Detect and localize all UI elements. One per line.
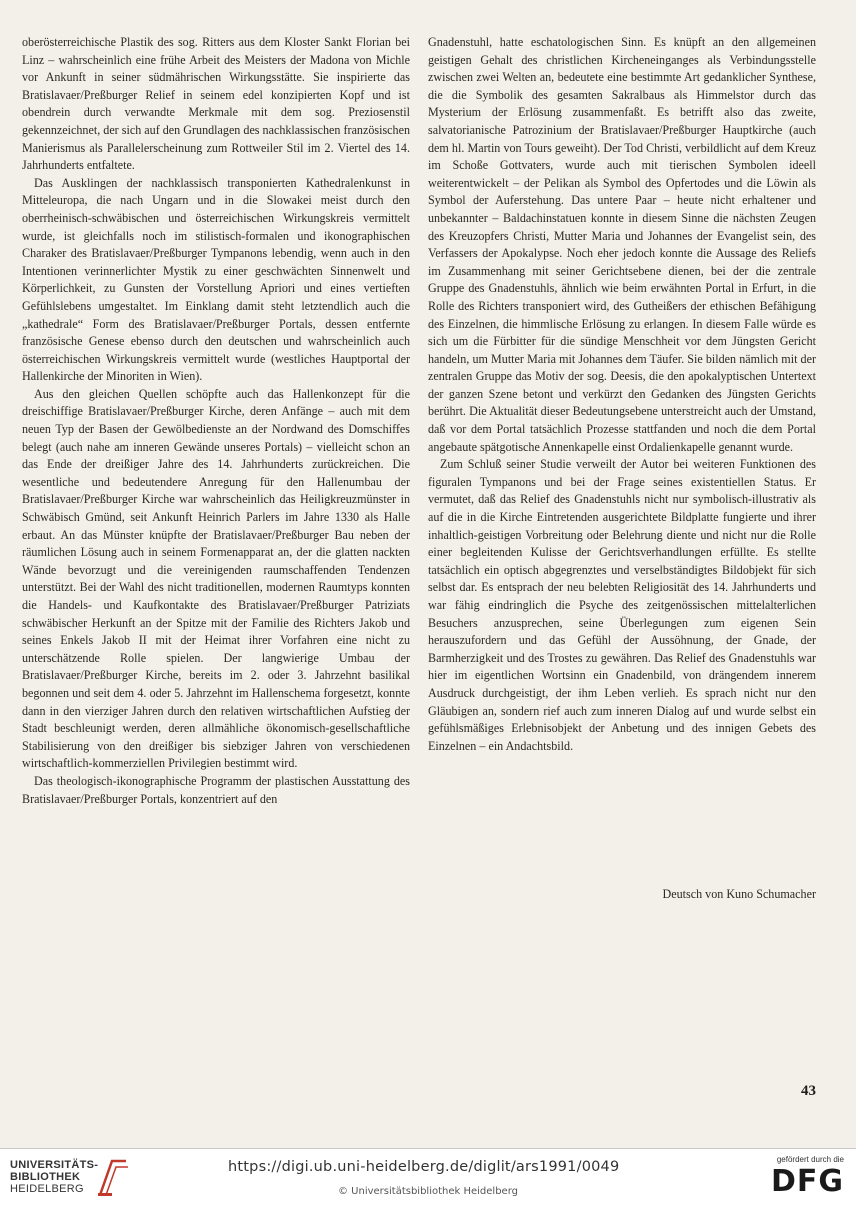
library-name-line-3: HEIDELBERG <box>10 1183 84 1195</box>
footer-bar <box>0 1148 856 1209</box>
page-number: 43 <box>801 1083 816 1099</box>
right-paragraph-2: Zum Schluß seiner Studie verweilt der Autor bei weiteren Funktionen des figuralen Tympanons und bei der Frage seines existentiellen Status. Er vermutet, daß das Relief des Gnadenstuhls nicht nur symbolisch-illustrativ als auf die in die Kirche Eintretenden ausgerichtete Bildplatte fungierte und ihrer inhaltlich-geistigen Vorbreitung oder Belehrung diente und nicht nur die Rolle einer begleitenden Kulisse der Gerichtsverhandlungen erfüllte. Es stellte tatsächlich ein optisch abgegrenztes und verselbständigtes Bildobjekt für sich selbst dar. Es entsprach der neu belebten Religiosität des 14. Jahrhunderts und war fähig eindringlich die Psyche des zeitgenössischen mittelalterlichen Besuchers anzusprechen, seine Überlegungen zum eigenen Sein herauszufordern und das Gefühl der Aussöhnung, der Gnade, der Barmherzigkeit und des Trostes zu gewähren. Das Relief des Gnadenstuhls war hier im eigentlichen Wortsinn ein Gnadenbild, von drängendem innerem Ausdruck durchgeistigt, der ihm Leben verlieh. Es sprach nicht nur den Gläubigen an, sondern rief auch zum inneren Dialog auf und wurde selbst ein gefühlsmäßiges Erlebnisobjekt der Anbetung und des innigen Gebets des Einzelnen – ein Andachtsbild. <box>428 457 816 753</box>
left-paragraph-3: Aus den gleichen Quellen schöpfte auch das Hallenkonzept für die dreischiffige Bratislavaer/Preßburger Kirche, deren Anfänge – auch mit dem neuen Typ der Basen der Gewölbedienste an der Nordwand des Domschiffes belegt (auch nahe am inneren Gewände unseres Portals) – vielleicht schon an das Ende der dreißiger Jahre des 14. Jahrhunderts zurückreichen. Die wesentliche und bedeutendere Anregung für den Hallenumbau der Bratislavaer/Preßburger Kirche war wahrscheinlich das Heiligkreuzmünster in Schwäbisch Gmünd, seit Ankunft Heinrich Parlers im Jahre 1330 als Halle erbaut. An das Münster knüpfte der Bratislavaer/Preßburger Bau neben der räumlichen Lösung auch in seinem Formenapparat an, der die glatten nackten Wände bevorzugt und die vereinigenden raumschaffenden Tendenzen unterstützt. Bei der Wahl des nicht traditionellen, modernen Raumtyps konnten die Handels- und Kaufkontakte des Bratislavaer/Preßburger Patriziats schwäbischer Herkunft an der Spitze mit der Familie des Richters Jakob und seines Enkels Jakob II mit der Heimat ihrer Vorfahren eine nicht zu unterschätzende Rolle spielen. Der langwierige Umbau der Bratislavaer/Preßburger Kirche, bereits im 2. oder 3. Jahrzehnt basilikal begonnen und seit dem 4. oder 5. Jahrzehnt im Hallenschema forgesetzt, konnte dann in den vierziger Jahren durch den relativen wirtschaftlichen Aufstieg der Stadt beschleunigt werden, deren allmähliche ökonomisch-gesellschaftliche Stabilisierung von den dreißiger bis siebziger Jahren von verschiedenen wirtschaftlich-kommerziellen Privilegien bestimmt wird. <box>22 386 410 771</box>
left-paragraph-4: Das theologisch-ikonographische Programm der plastischen Ausstattung des Bratislavaer/Preßburger Portals, konzentriert auf den <box>22 773 410 806</box>
translator-credit: Deutsch von Kuno Schumacher <box>662 887 816 901</box>
permalink-url[interactable]: https://digi.ub.uni-heidelberg.de/diglit/ars1991/0049 <box>228 1159 620 1175</box>
dfg-logo[interactable] <box>758 1155 844 1203</box>
left-paragraph-1: oberösterreichische Plastik des sog. Ritters aus dem Kloster Sankt Florian bei Linz – wahrscheinlich eine frühe Arbeit des Meisters der Madona von Michle vor Ankunft in seiner südmährischen Wirkungsstätte. Sie inspirierte das Bratislavaer/Preßburger Relief in seinem edel konzipierten Kopf und ist obendrein durch verwandte Merkmale mit dem sog. Preziosenstil gekennzeichnet, der sich auf den Grundlagen des nachklassischen französischen Manierismus als Parallelerscheinung zum Rottweiler Stil im 2. Viertel des 14. Jahrhunderts entfaltete. <box>22 35 410 173</box>
library-name-line-1: UNIVERSITÄTS- <box>10 1159 99 1171</box>
dfg-wordmark: DFG <box>770 1164 844 1199</box>
funding-note: gefördert durch die <box>776 1155 844 1164</box>
copyright-notice: © Universitätsbibliothek Heidelberg <box>337 1186 518 1197</box>
left-column <box>22 34 410 808</box>
right-column <box>428 34 816 755</box>
left-paragraph-2: Das Ausklingen der nachklassisch transponierten Kathedralenkunst in Mitteleuropa, die nach Ungarn und in die Slowakei meist durch den oberrheinisch-schwäbischen und österreichischen Wirkungskreis vermittelt wurde, ist gleichfalls noch im stilistisch-formalen und ikonographischen Charaker des Bratislavaer/Preßburger Tympanons lebendig, wenn auch in den Intentionen verinnerlichter Mystik zu einer geschwächten Sinnenwelt und Körperlichkeit, zu Gunsten der Vorstellung Apriori und eines vertieften Gefühlslebens umgestaltet. Im Einklang damit steht letztendlich auch die „kathedrale“ Form des Bratislavaer/Preßburger Portals, dessen entfernte französische Genese ebenso durch den deutschen und wahrscheinlich auch österreichischen Wirkungskreis vermittelt wurde (westliches Hauptportal der Hallenkirche der Minoriten in Wien). <box>22 175 410 384</box>
right-paragraph-1: Gnadenstuhl, hatte eschatologischen Sinn. Es knüpft an den allgemeinen geistigen Gehalt des christlichen Kircheneinganges als Verbindungsstelle zwischen zwei Welten an, bedeutete eine bestimmte Art gedanklicher Synthese, die die Symbolik des gesamten Sakralbaus als Himmelstor durch das Mysterium der Erlösung zusammenfaßt. Es betrifft also das zweite, salvatorianische Patrozinium der Bratislavaer/Preßburger Hauptkirche (auch dem hl. Martin von Tours geweiht). Der Tod Christi, verbildlicht auf dem Kreuz im Schoße Gottvaters, wurde auch mit tierischen Symbolen ideell weiterentwickelt – der Pelikan als Symbol des Opfertodes und die Löwin als Symbol der Auferstehung. Das untere Paar – heute nicht erhaltener und unbekannter – Baldachinstatuen konnte in diesem Sinne die nächsten Zeugen des Kreuzopfers Christi, Mutter Maria und Johannes der Evangelist sein, des Verfassers der Apokalypse. Noch eher jedoch konnte die Aussage des Reliefs im Zusammenhang mit seiner Gerichtsebene dienen, bei der die zentrale Gruppe des Gnadenstuhls, ähnlich wie beim erwähnten Portal in Erfurt, in die Rolle des Richters transponiert wird, des Gutheißers der ethischen Befähigung des Einzelnen, die himmlische Erlösung zu erlangen. In diesem Falle würde es sich um die Fürbitter für die sündige Menschheit vor dem Jüngsten Gericht handeln, um Mutter Maria mit Johannes dem Täufer. Sie bilden nämlich mit der zentralen Gruppe das Motiv der sog. Deesis, die den apokalyptischen Untertext der ganzen Szene betont und verkürzt den Gedanken des Jüngsten Gerichts berührt. Die Aktualität dieser Bedeutungsebene unterstreicht auch der Umstand, daß vor dem Portal tatsächlich Prozesse stattfanden und noch die dem Portal angebaute spätgotische Annenkapelle einst Ordalienkapelle genannt wurde. <box>428 35 816 454</box>
library-name-line-2: BIBLIOTHEK <box>10 1171 81 1183</box>
